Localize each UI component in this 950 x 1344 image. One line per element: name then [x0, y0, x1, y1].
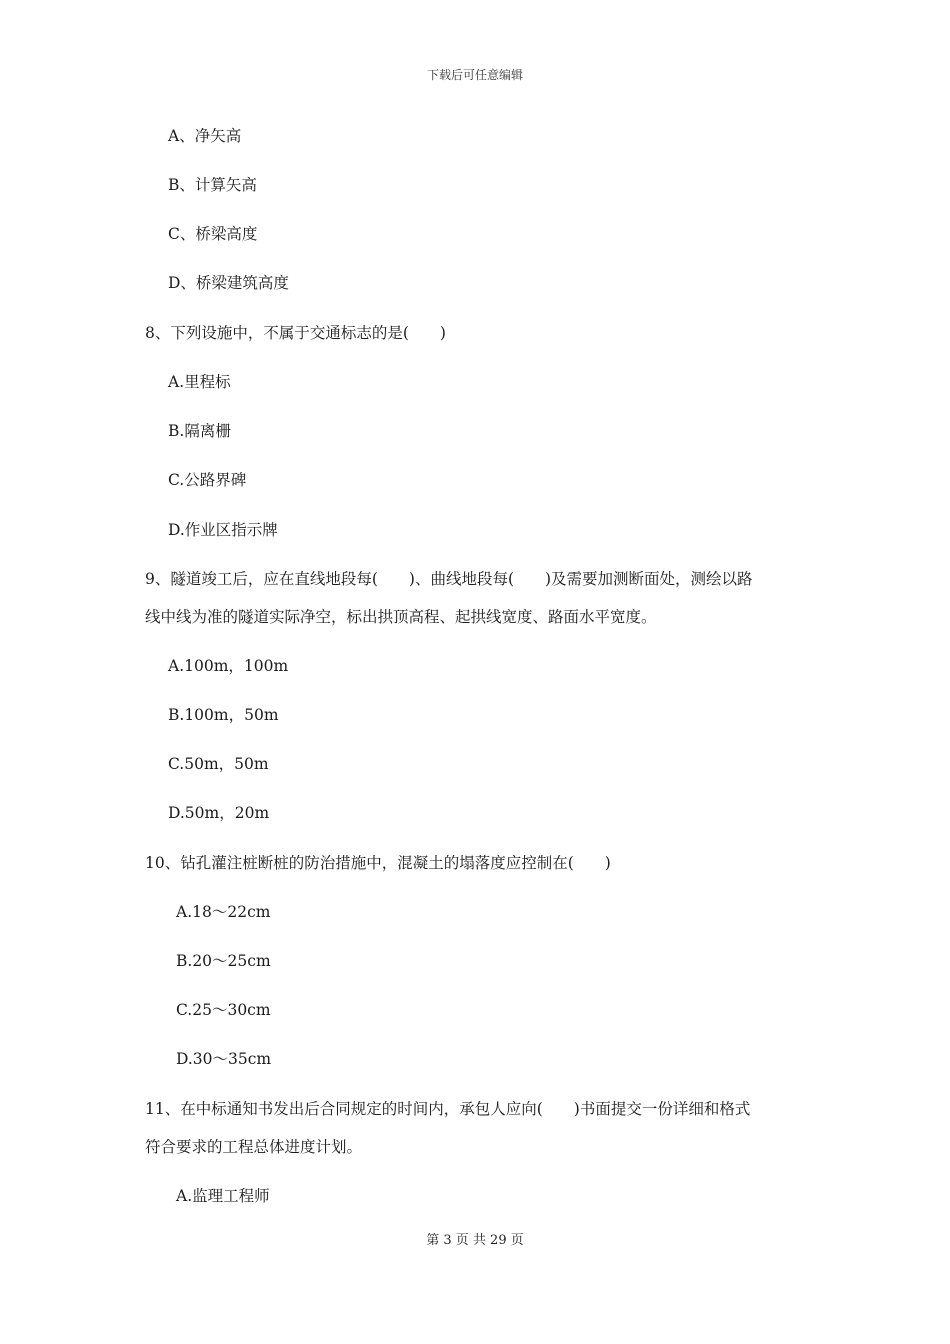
q8-option-c: C.公路界碑 [168, 471, 247, 489]
q9-stem-line-2: 线中线为准的隧道实际净空，标出拱顶高程、起拱线宽度、路面水平宽度。 [145, 608, 657, 626]
q9-option-c: C.50m，50m [168, 755, 269, 773]
q9-stem-line-1: 9、隧道竣工后，应在直线地段每( )、曲线地段每( )及需要加测断面处，测绘以路 [145, 570, 753, 588]
q11-stem-line-2: 符合要求的工程总体进度计划。 [145, 1138, 363, 1156]
q8-option-b: B.隔离栅 [168, 422, 231, 440]
q9-option-b: B.100m，50m [168, 706, 279, 724]
page-header-note: 下载后可任意编辑 [426, 68, 523, 82]
q10-option-d: D.30～35cm [176, 1050, 272, 1068]
q7-option-c: C、桥梁高度 [168, 225, 258, 243]
q10-option-b: B.20～25cm [176, 952, 271, 970]
q9-option-a: A.100m，100m [168, 657, 289, 675]
q9-option-d: D.50m，20m [168, 804, 270, 822]
q8-option-d: D.作业区指示牌 [168, 521, 278, 539]
q7-option-a: A、净矢高 [168, 127, 242, 145]
page-footer: 第 3 页 共 29 页 [426, 1233, 524, 1248]
q7-option-d: D、桥梁建筑高度 [168, 274, 289, 292]
q11-stem-line-1: 11、在中标通知书发出后合同规定的时间内，承包人应向( )书面提交一份详细和格式 [145, 1100, 751, 1118]
q10-option-c: C.25～30cm [176, 1001, 271, 1019]
q8-stem: 8、下列设施中，不属于交通标志的是( ) [145, 324, 446, 342]
q10-stem: 10、钻孔灌注桩断桩的防治措施中，混凝土的塌落度应控制在( ) [145, 854, 611, 872]
q8-option-a: A.里程标 [168, 373, 231, 391]
q10-option-a: A.18～22cm [176, 903, 271, 921]
q7-option-b: B、计算矢高 [168, 176, 257, 194]
q11-option-a: A.监理工程师 [176, 1187, 270, 1205]
